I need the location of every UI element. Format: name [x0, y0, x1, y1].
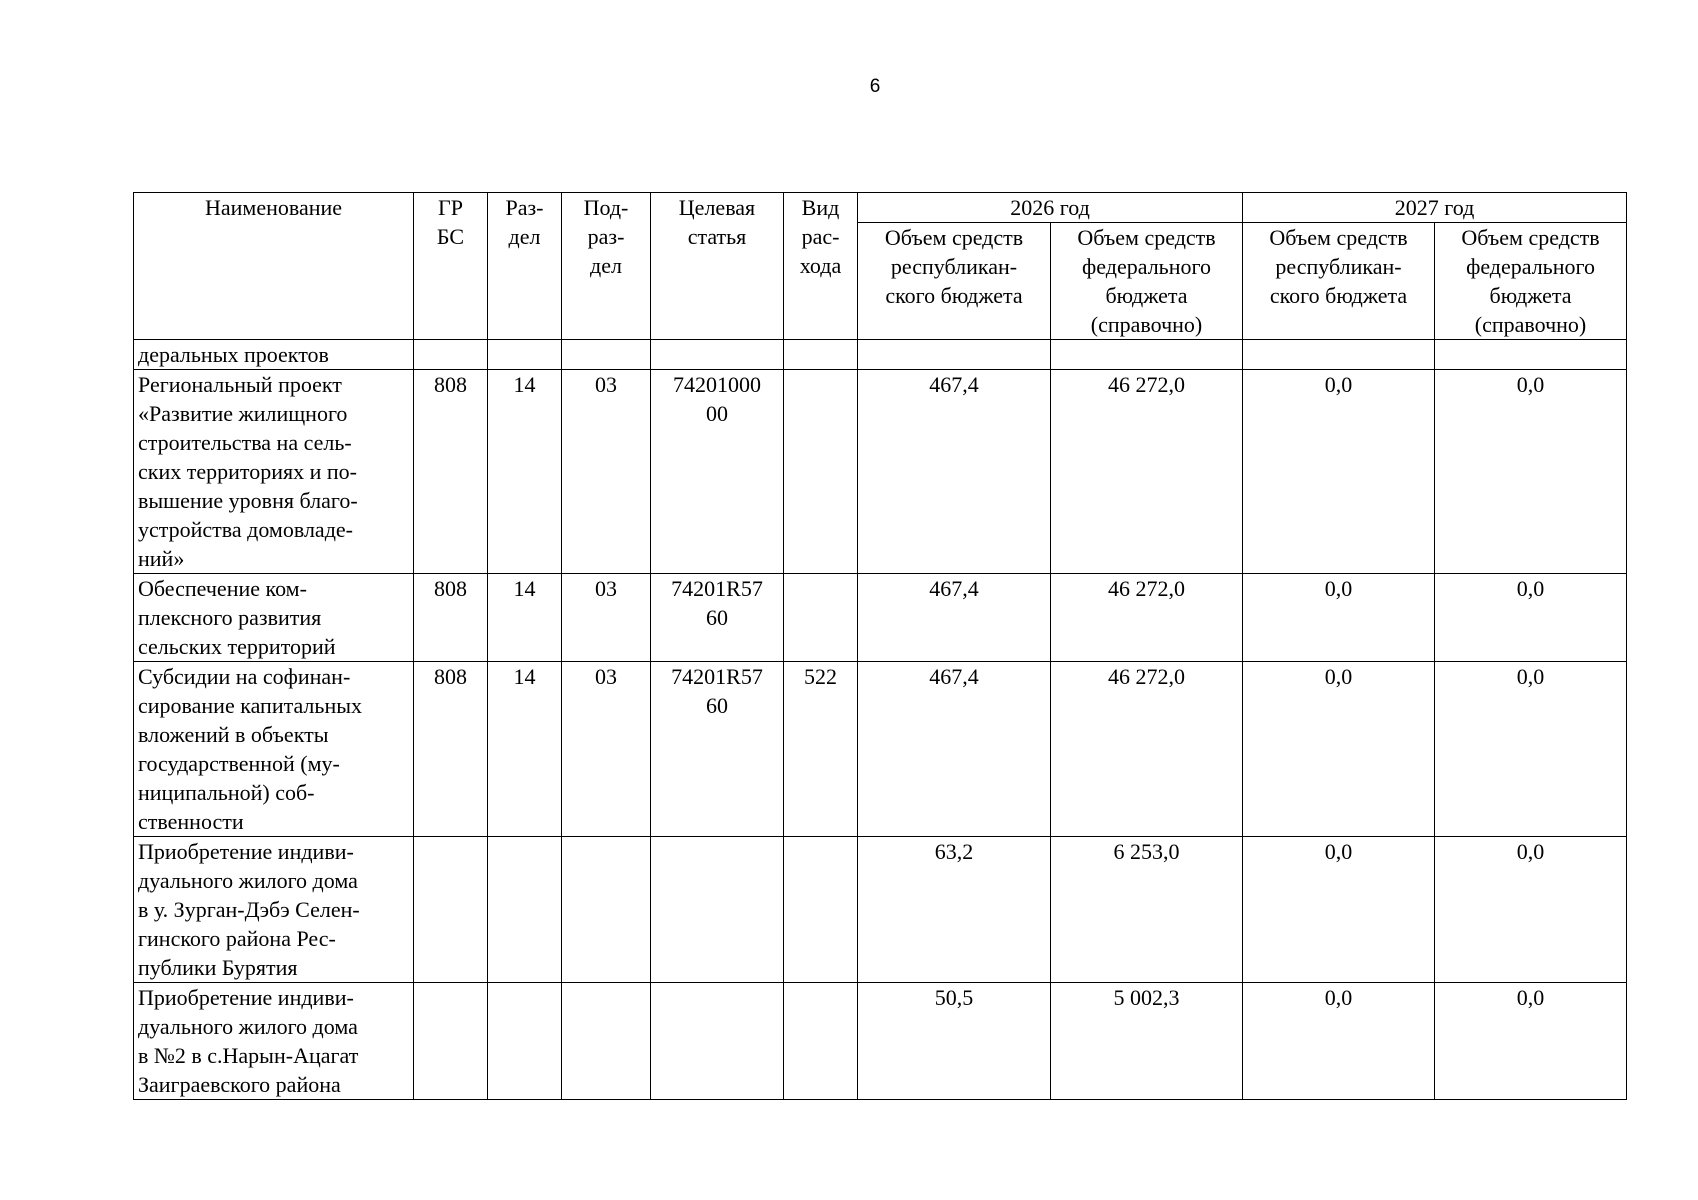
header-name: Наименование	[134, 193, 414, 340]
header-2027-republican: Объем средств республикан- ского бюджета	[1243, 223, 1435, 340]
cell-2026-federal: 46 272,0	[1051, 370, 1243, 574]
budget-table	[133, 192, 1627, 1100]
table-row	[134, 662, 1627, 837]
cell-2027-republican: 0,0	[1243, 983, 1435, 1100]
cell-2027-republican: 0,0	[1243, 662, 1435, 837]
cell-2027-republican: 0,0	[1243, 370, 1435, 574]
cell-name: Региональный проект «Развитие жилищного строительства на сель- ских территориях и по- вышение уровня благо- устройства домовладе- ний»	[134, 370, 414, 574]
cell-2027-republican: 0,0	[1243, 574, 1435, 662]
cell-2027-federal: 0,0	[1435, 662, 1627, 837]
table-row	[134, 340, 1627, 370]
cell-podrazdel	[562, 983, 651, 1100]
cell-name: Обеспечение ком- плексного развития сельских территорий	[134, 574, 414, 662]
cell-grbs	[414, 340, 488, 370]
cell-2026-federal	[1051, 340, 1243, 370]
header-podrazdel: Под- раз- дел	[562, 193, 651, 340]
cell-vid	[784, 983, 858, 1100]
cell-2027-federal: 0,0	[1435, 370, 1627, 574]
cell-celevaya: 74201R57 60	[651, 574, 784, 662]
cell-2026-federal: 6 253,0	[1051, 837, 1243, 983]
header-year-2027: 2027 год	[1243, 193, 1627, 223]
cell-podrazdel: 03	[562, 574, 651, 662]
header-vid-raskhoda: Вид рас- хода	[784, 193, 858, 340]
cell-razdel	[488, 837, 562, 983]
table-row	[134, 370, 1627, 574]
table-row	[134, 574, 1627, 662]
cell-razdel	[488, 983, 562, 1100]
cell-podrazdel	[562, 340, 651, 370]
cell-2026-republican: 467,4	[858, 574, 1051, 662]
cell-podrazdel: 03	[562, 370, 651, 574]
header-year-2026: 2026 год	[858, 193, 1243, 223]
cell-vid	[784, 574, 858, 662]
cell-celevaya	[651, 340, 784, 370]
table-row	[134, 983, 1627, 1100]
cell-celevaya: 74201000 00	[651, 370, 784, 574]
cell-grbs: 808	[414, 370, 488, 574]
header-grbs: ГР БС	[414, 193, 488, 340]
cell-celevaya	[651, 983, 784, 1100]
cell-vid	[784, 340, 858, 370]
cell-razdel: 14	[488, 574, 562, 662]
header-2026-republican: Объем средств республикан- ского бюджета	[858, 223, 1051, 340]
cell-2027-federal: 0,0	[1435, 837, 1627, 983]
cell-razdel: 14	[488, 370, 562, 574]
cell-2026-republican: 50,5	[858, 983, 1051, 1100]
cell-celevaya: 74201R57 60	[651, 662, 784, 837]
cell-podrazdel	[562, 837, 651, 983]
table-row	[134, 837, 1627, 983]
cell-2027-federal	[1435, 340, 1627, 370]
cell-celevaya	[651, 837, 784, 983]
cell-2026-federal: 46 272,0	[1051, 574, 1243, 662]
cell-name: Приобретение индиви- дуального жилого дома в у. Зурган-Дэбэ Селен- гинского района Рес- публики Бурятия	[134, 837, 414, 983]
header-2026-federal: Объем средств федерального бюджета (справочно)	[1051, 223, 1243, 340]
cell-2026-republican: 467,4	[858, 662, 1051, 837]
cell-2026-republican	[858, 340, 1051, 370]
cell-name: Приобретение индиви- дуального жилого дома в №2 в с.Нарын-Ацагат Заиграевского района	[134, 983, 414, 1100]
cell-vid	[784, 370, 858, 574]
cell-2026-federal: 46 272,0	[1051, 662, 1243, 837]
cell-2027-federal: 0,0	[1435, 574, 1627, 662]
cell-2027-republican: 0,0	[1243, 837, 1435, 983]
cell-grbs	[414, 837, 488, 983]
cell-podrazdel: 03	[562, 662, 651, 837]
header-razdel: Раз- дел	[488, 193, 562, 340]
cell-vid: 522	[784, 662, 858, 837]
cell-grbs: 808	[414, 662, 488, 837]
cell-2026-republican: 467,4	[858, 370, 1051, 574]
header-celevaya-statya: Целевая статья	[651, 193, 784, 340]
cell-grbs: 808	[414, 574, 488, 662]
cell-vid	[784, 837, 858, 983]
cell-2027-republican	[1243, 340, 1435, 370]
cell-name: Субсидии на софинан- сирование капитальных вложений в объекты государственной (му- ниципальной) соб- ственности	[134, 662, 414, 837]
cell-2026-federal: 5 002,3	[1051, 983, 1243, 1100]
cell-2026-republican: 63,2	[858, 837, 1051, 983]
header-2027-federal: Объем средств федерального бюджета (справочно)	[1435, 223, 1627, 340]
cell-name: деральных проектов	[134, 340, 414, 370]
cell-razdel	[488, 340, 562, 370]
page-number: 6	[869, 76, 881, 97]
cell-2027-federal: 0,0	[1435, 983, 1627, 1100]
cell-razdel: 14	[488, 662, 562, 837]
cell-grbs	[414, 983, 488, 1100]
